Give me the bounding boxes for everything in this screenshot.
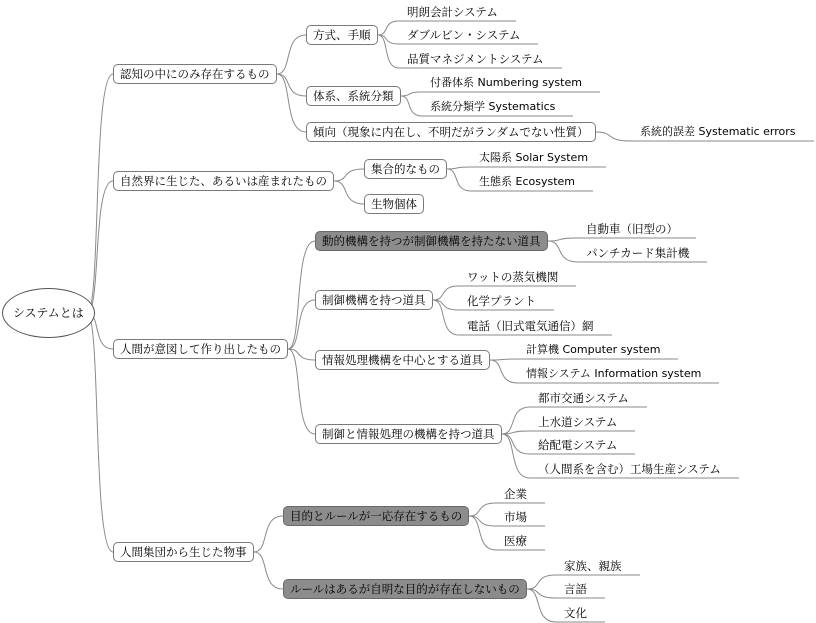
leaf-item[interactable]: 言語 (564, 582, 587, 596)
connector-line (433, 300, 459, 335)
connector-line (288, 300, 315, 349)
connector-line (502, 407, 530, 434)
connector-line (527, 575, 556, 589)
node-method[interactable]: 方式、手順 (306, 25, 378, 45)
connector-line (447, 169, 471, 191)
connector-line (378, 35, 399, 68)
leaf-item[interactable]: 自動車（旧型の） (586, 222, 678, 236)
connector-line (527, 589, 556, 622)
connector-line (447, 167, 471, 169)
node-system-classification[interactable]: 体系、系統分類 (306, 86, 401, 106)
connector-line (288, 241, 315, 349)
leaf-item[interactable]: 明朗会計システム (407, 5, 498, 19)
connector-line (502, 434, 530, 454)
connector-line (334, 181, 364, 204)
leaf-item[interactable]: 付番体系 Numbering system (430, 76, 582, 89)
leaf-item[interactable]: 情報システム Information system (526, 367, 702, 380)
leaf-item[interactable]: 医療 (504, 534, 527, 548)
node-collective[interactable]: 集合的なもの (364, 159, 447, 179)
leaf-item[interactable]: 電話（旧式電気通信）網 (467, 319, 594, 333)
leaf-item[interactable]: 太陽系 Solar System (479, 151, 589, 164)
connector-line (288, 349, 315, 360)
leaf-item[interactable]: ワットの蒸気機関 (467, 270, 559, 284)
connector-line (288, 349, 315, 434)
connector-line (469, 516, 496, 550)
node-organism[interactable]: 生物個体 (364, 194, 424, 214)
connector-line (502, 434, 530, 478)
branch-human-group[interactable]: 人間集団から生じた物事 (113, 542, 254, 562)
leaf-item[interactable]: 系統分類学 Systematics (430, 100, 556, 113)
leaf-item[interactable]: 上水道システム (538, 415, 618, 429)
connector-line (87, 74, 113, 313)
connector-line (254, 552, 283, 589)
connector-line (277, 74, 306, 96)
branch-cognitive[interactable]: 認知の中にのみ存在するもの (113, 64, 277, 84)
leaf-item[interactable]: 化学プラント (467, 294, 536, 308)
leaf-item[interactable]: 給配電システム (538, 438, 618, 452)
leaf-item[interactable]: 企業 (504, 487, 527, 501)
branch-natural[interactable]: 自然界に生じた、あるいは産まれたもの (113, 171, 334, 191)
branch-artificial[interactable]: 人間が意図して作り出したもの (113, 339, 288, 359)
connector-line (490, 359, 518, 360)
connector-line (401, 96, 422, 116)
leaf-item[interactable]: 家族、親族 (564, 559, 622, 573)
connector-line (401, 92, 422, 96)
leaf-item[interactable]: ダブルビン・システム (407, 28, 521, 42)
connector-line (490, 360, 518, 383)
connector-line (254, 516, 283, 552)
leaf-item[interactable]: 系統的誤差 Systematic errors (640, 125, 796, 138)
node-rules-no-purpose[interactable]: ルールはあるが自明な目的が存在しないもの (283, 579, 527, 599)
node-tendency[interactable]: 傾向（現象に内在し、不明だがランダムでない性質） (306, 122, 596, 142)
node-control-tool[interactable]: 制御機構を持つ道具 (315, 290, 433, 310)
node-dynamic-no-control[interactable]: 動的機構を持つが制御機構を持たない道具 (315, 231, 548, 251)
connector-line (334, 169, 364, 181)
leaf-item[interactable]: パンチカード集計機 (586, 246, 690, 260)
connector-line (277, 35, 306, 74)
connector-line (87, 181, 113, 313)
root-node[interactable]: システムとは (2, 288, 95, 338)
connector-line (469, 503, 496, 516)
leaf-item[interactable]: 品質マネジメントシステム (407, 52, 544, 66)
connector-line (548, 238, 578, 241)
node-control-and-info[interactable]: 制御と情報処理の機構を持つ道具 (315, 424, 502, 444)
leaf-item[interactable]: 生態系 Ecosystem (479, 175, 575, 188)
connector-line (378, 21, 399, 35)
leaf-item[interactable]: 都市交通システム (538, 391, 629, 405)
leaf-item[interactable]: 計算機 Computer system (526, 343, 661, 356)
connector-line (277, 74, 306, 132)
connector-line (502, 431, 530, 434)
leaf-item[interactable]: （人間系を含む）工場生産システム (538, 462, 721, 476)
node-purpose-and-rules[interactable]: 目的とルールが一応存在するもの (283, 506, 469, 526)
node-info-processing[interactable]: 情報処理機構を中心とする道具 (315, 350, 490, 370)
connector-line (548, 241, 578, 262)
connector-line (433, 286, 459, 300)
connector-line (596, 132, 632, 141)
leaf-item[interactable]: 市場 (504, 510, 527, 524)
leaf-item[interactable]: 文化 (564, 606, 587, 620)
